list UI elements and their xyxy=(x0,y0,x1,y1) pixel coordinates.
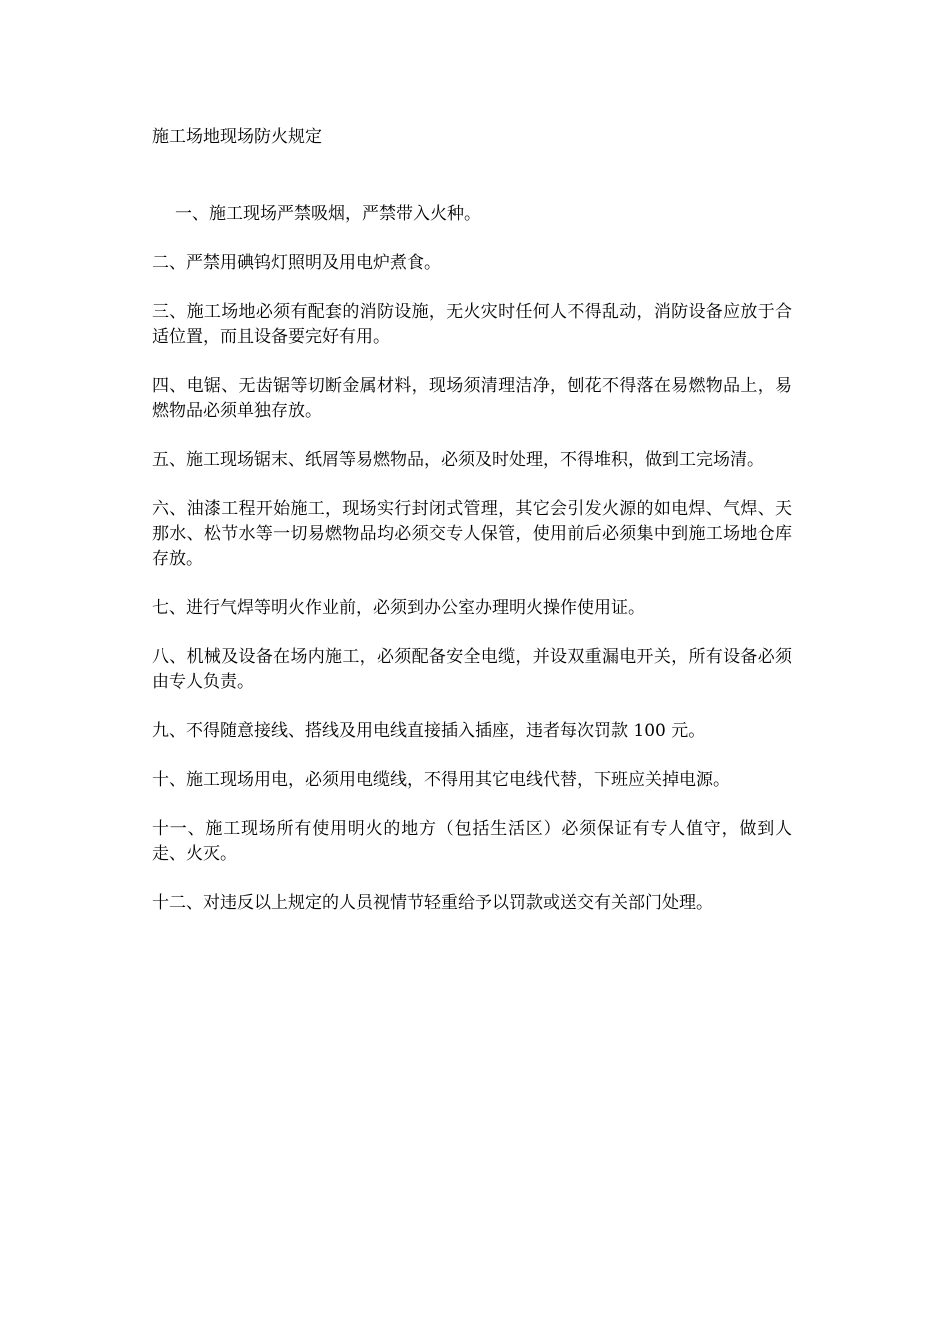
rule-6: 六、油漆工程开始施工，现场实行封闭式管理，其它会引发火源的如电焊、气焊、天那水、松节水等一切易燃物品均必须交专人保管，使用前后必须集中到施工场地仓库存放。 xyxy=(152,499,792,569)
document-page xyxy=(152,124,792,940)
rule-12: 十二、对违反以上规定的人员视情节轻重给予以罚款或送交有关部门处理。 xyxy=(152,893,713,913)
rule-3: 三、施工场地必须有配套的消防设施，无火灾时任何人不得乱动，消防设备应放于合适位置，而且设备要完好有用。 xyxy=(152,302,792,347)
rule-4: 四、电锯、无齿锯等切断金属材料，现场须清理洁净，刨花不得落在易燃物品上，易燃物品必须单独存放。 xyxy=(152,376,792,421)
rule-8: 八、机械及设备在场内施工，必须配备安全电缆，并设双重漏电开关，所有设备必须由专人负责。 xyxy=(152,647,792,692)
rule-1: 一、施工现场严禁吸烟，严禁带入火种。 xyxy=(175,204,481,224)
rules-list xyxy=(152,202,792,916)
rule-7: 七、进行气焊等明火作业前，必须到办公室办理明火操作使用证。 xyxy=(152,598,645,618)
rule-5: 五、施工现场锯末、纸屑等易燃物品，必须及时处理，不得堆积，做到工完场清。 xyxy=(152,450,764,470)
rule-11: 十一、施工现场所有使用明火的地方（包括生活区）必须保证有专人值守，做到人走、火灭。 xyxy=(152,819,792,864)
rule-2: 二、严禁用碘钨灯照明及用电炉煮食。 xyxy=(152,253,441,273)
rule-9: 九、不得随意接线、搭线及用电线直接插入插座，违者每次罚款 100 元。 xyxy=(152,721,706,741)
document-title: 施工场地现场防火规定 xyxy=(152,127,322,147)
rule-10: 十、施工现场用电，必须用电缆线，不得用其它电线代替，下班应关掉电源。 xyxy=(152,770,730,790)
